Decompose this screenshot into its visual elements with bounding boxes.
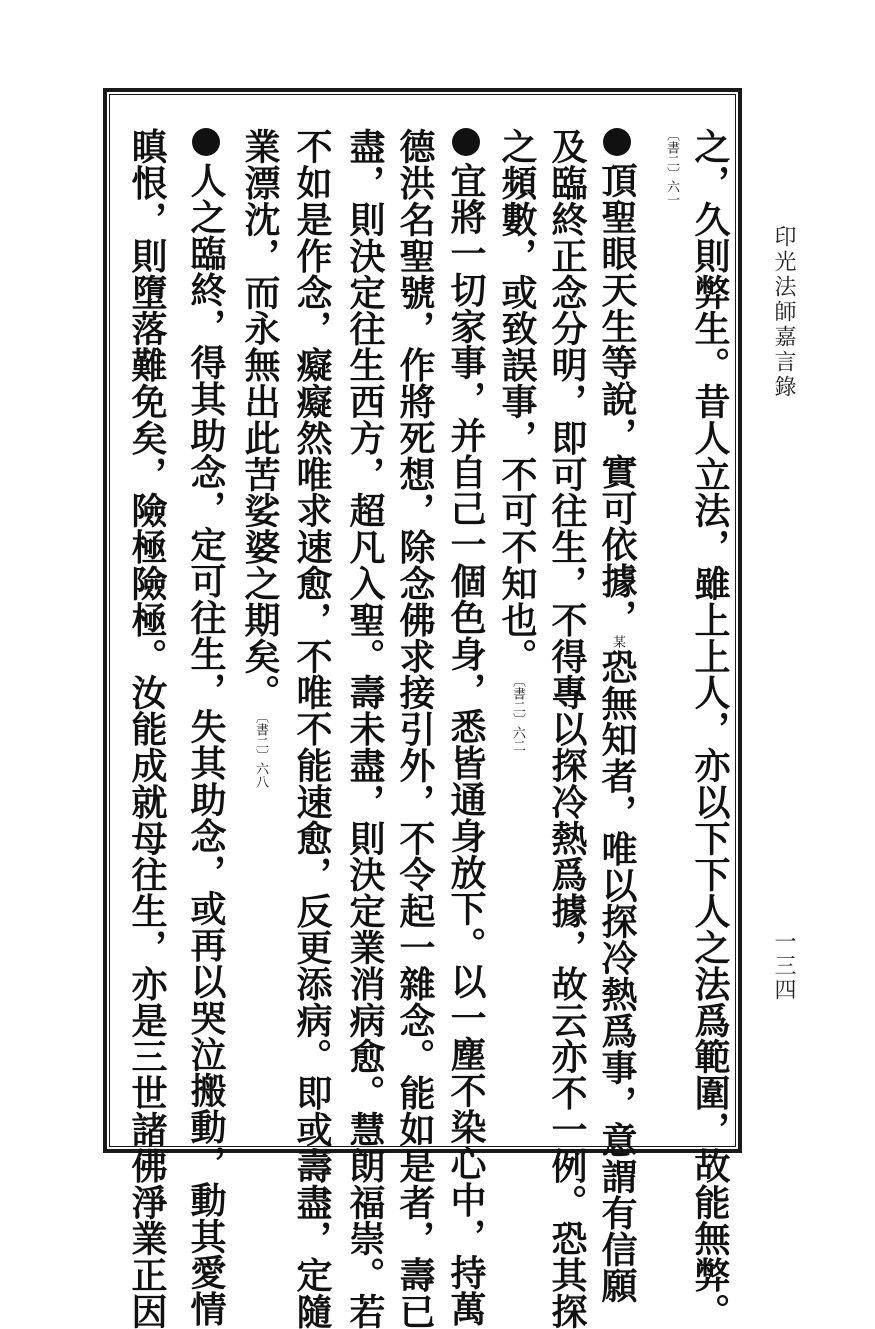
line-text: 之，久則弊生。昔人立法，雖上上人，亦以下下人之法爲範圍，故能無弊。 bbox=[689, 128, 731, 1329]
text-line-9 bbox=[238, 128, 282, 788]
bullet-icon bbox=[452, 128, 480, 156]
annotation-note: 〔書二〕六八 bbox=[253, 710, 268, 789]
line-text: 瞋恨，則墮落難免矣，險極險極。汝能成就母往生，亦是三世諸佛淨業正因 bbox=[126, 128, 168, 1329]
annotation-note bbox=[647, 128, 679, 206]
line-text: 之頻數，或致誤事，不可不知也。 bbox=[496, 128, 538, 674]
line-text: 盡，則決定往生西方，超凡入聖。壽未盡，則決定業消病愈。慧朗福崇。若 bbox=[344, 128, 386, 1329]
line-text: 人之臨終，得其助念，定可往生，失其助念，或再以哭泣搬動，動其愛情 bbox=[185, 162, 227, 1327]
line-text: 不如是作念，癡癡然唯求速愈，不唯不能速愈，反更添病。即或壽盡，定隨 bbox=[291, 128, 333, 1329]
running-head: 印光法師嘉言錄 bbox=[771, 225, 796, 400]
text-line-6 bbox=[393, 128, 437, 1329]
page-number: 一三四 bbox=[771, 930, 796, 1002]
note-text: 〔書二〕六一 bbox=[664, 128, 679, 206]
small-character: 某 bbox=[610, 635, 625, 649]
bullet-icon bbox=[603, 128, 631, 156]
line-text: 業漂沈，而永無出此苦娑婆之期矣。 bbox=[239, 128, 281, 711]
text-line-8 bbox=[290, 128, 334, 1329]
text-line-11 bbox=[125, 128, 169, 1329]
line-text: 宜將一切家事，并自己一個色身，悉皆通身放下。以一塵不染心中，持萬 bbox=[445, 162, 487, 1327]
text-line-5 bbox=[444, 128, 488, 1327]
text-line-3 bbox=[545, 128, 589, 1329]
line-text: 頂聖眼天生等說，實可依據， bbox=[596, 162, 638, 636]
line-text: 恐無知者，唯以探冷熱爲事，意謂有信願 bbox=[596, 648, 638, 1304]
bullet-icon bbox=[192, 128, 220, 156]
text-line-1 bbox=[688, 128, 732, 1329]
text-line-4 bbox=[495, 128, 539, 752]
text-line-2 bbox=[595, 128, 639, 1303]
line-text: 德洪名聖號，作將死想，除念佛求接引外，不令起一雜念。能如是者，壽已 bbox=[394, 128, 436, 1329]
annotation-note: 〔書二〕六二 bbox=[510, 674, 525, 752]
text-line-7 bbox=[343, 128, 387, 1329]
line-text: 及臨終正念分明，即可往生，不得專以探冷熱爲據，故云亦不一例。恐其探 bbox=[546, 128, 588, 1329]
text-line-10 bbox=[184, 128, 228, 1327]
